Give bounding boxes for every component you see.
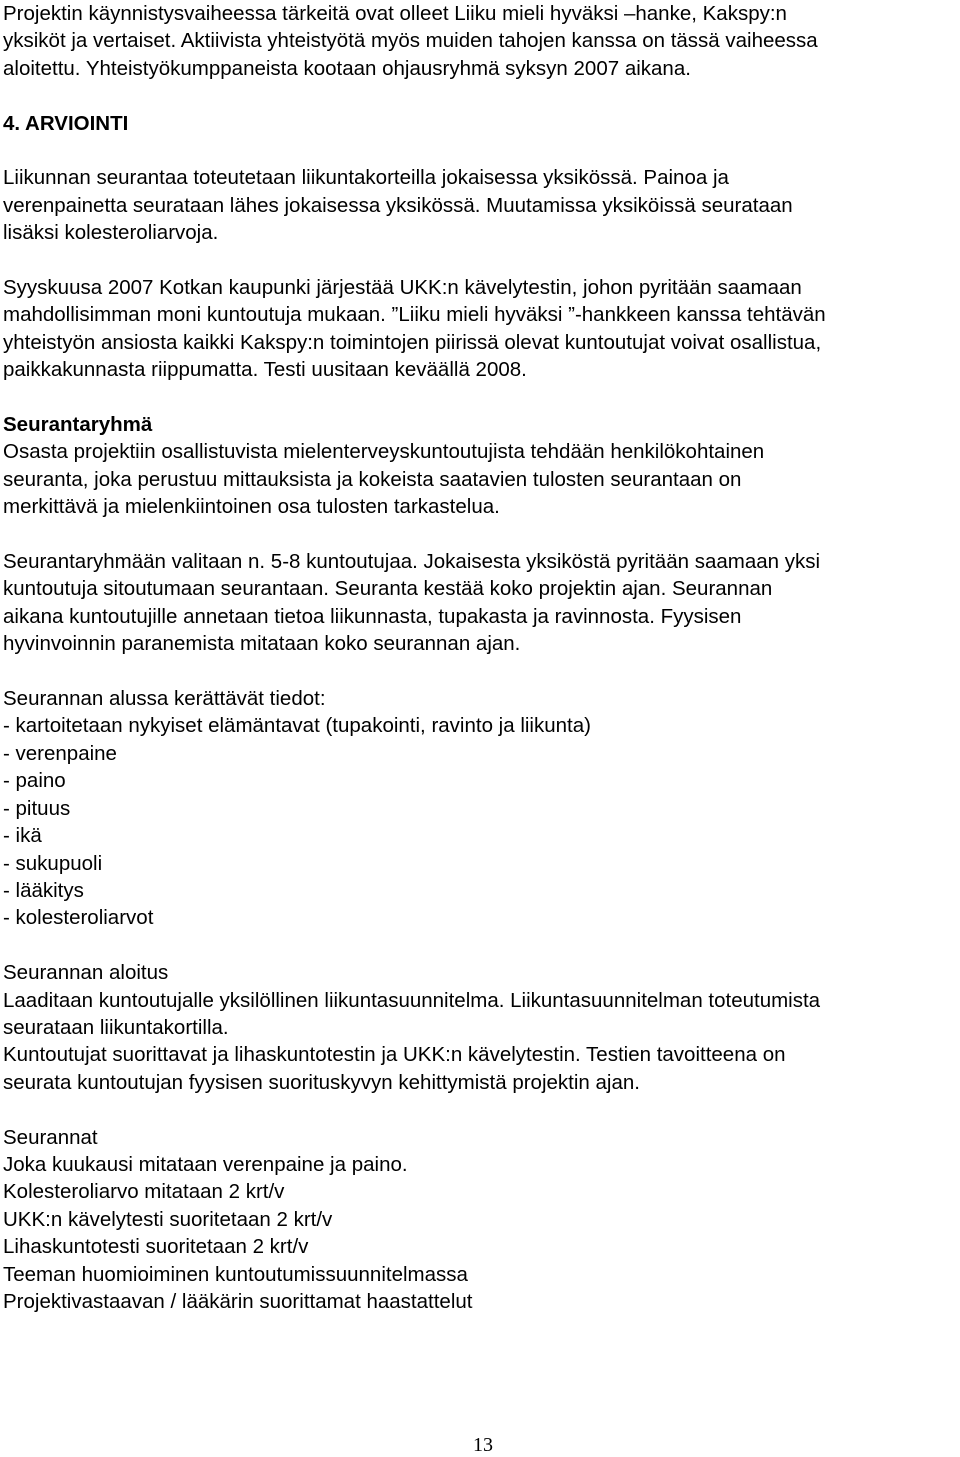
text-line: Joka kuukausi mitataan verenpaine ja paino. [3,1152,408,1176]
text-line: Projektivastaavan / lääkärin suorittamat haastattelut [3,1289,473,1313]
text-line: yhteistyön ansiosta kaikki Kakspy:n toimintojen piirissä olevat kuntoutujat voivat osallistua, [3,330,822,354]
text-line: mahdollisimman moni kuntoutuja mukaan. ”Liiku mieli hyväksi ”-hankkeen kanssa tehtävän [3,303,826,327]
text-line: lisäksi kolesteroliarvoja. [3,221,219,245]
seurantaryhma-paragraph-2 [3,548,958,658]
text-line: Lihaskuntotesti suoritetaan 2 krt/v [3,1235,309,1259]
list-item: - ikä [3,824,42,848]
alussa-list [3,712,958,931]
text-line: Liikunnan seurantaa toteutetaan liikuntakorteilla jokaisessa yksikössä. Painoa ja [3,166,729,190]
section-heading-seurantaryhma: Seurantaryhmä [3,413,153,437]
text-line: paikkakunnasta riippumatta. Testi uusitaan keväällä 2008. [3,358,527,382]
text-line: seuranta, joka perustuu mittauksista ja kokeista saatavien tulosten seurantaan on [3,467,742,491]
text-line: seurataan liikuntakortilla. [3,1015,229,1039]
text-line: Seurantaryhmään valitaan n. 5-8 kuntoutujaa. Jokaisesta yksiköstä pyritään saamaan yksi [3,550,821,574]
subheading-alussa: Seurannan alussa kerättävät tiedot: [3,687,326,711]
list-item: - kartoitetaan nykyiset elämäntavat (tupakointi, ravinto ja liikunta) [3,714,591,738]
text-line: UKK:n kävelytesti suoritetaan 2 krt/v [3,1207,333,1231]
text-line: Laaditaan kuntoutujalle yksilöllinen liikuntasuunnitelma. Liikuntasuunnitelman toteutumista [3,988,821,1012]
text-line: Projektin käynnistysvaiheessa tärkeitä ovat olleet Liiku mieli hyväksi –hanke, Kakspy:n [3,2,787,25]
text-line: Kuntoutujat suorittavat ja lihaskuntotestin ja UKK:n kävelytestin. Testien tavoitteena on [3,1043,786,1067]
text-line: merkittävä ja mielenkiintoinen osa tulosten tarkastelua. [3,495,500,519]
arviointi-paragraph-2 [3,274,958,384]
text-line: verenpainetta seurataan lähes jokaisessa yksikössä. Muutamissa yksiköissä seurataan [3,193,793,217]
subheading-aloitus: Seurannan aloitus [3,961,169,985]
list-item: - kolesteroliarvot [3,906,154,930]
aloitus-paragraph [3,987,958,1097]
seurannat-list [3,1151,958,1315]
page-number: 13 [473,1434,493,1456]
text-line: seurata kuntoutujan fyysisen suorituskyvyn kehittymistä projektin ajan. [3,1070,640,1094]
intro-paragraph [3,0,958,82]
list-item: - pituus [3,796,71,820]
text-line: Osasta projektiin osallistuvista mielenterveyskuntoutujista tehdään henkilökohtainen [3,440,765,464]
list-item: - lääkitys [3,878,84,902]
text-line: kuntoutuja sitoutumaan seurantaan. Seuranta kestää koko projektin ajan. Seurannan [3,577,773,601]
list-item: - verenpaine [3,741,117,765]
text-line: yksiköt ja vertaiset. Aktiivista yhteistyötä myös muiden tahojen kanssa on tässä vaiheessa [3,29,818,53]
text-line: aloitettu. Yhteistyökumppaneista kootaan ohjausryhmä syksyn 2007 aikana. [3,56,691,80]
text-line: Kolesteroliarvo mitataan 2 krt/v [3,1180,285,1204]
seurantaryhma-paragraph-1 [3,438,958,520]
text-line: aikana kuntoutujille annetaan tietoa liikunnasta, tupakasta ja ravinnosta. Fyysisen [3,604,742,628]
text-line: Syyskuusa 2007 Kotkan kaupunki järjestää UKK:n kävelytestin, johon pyritään saamaan [3,276,802,300]
document-page [3,0,958,1315]
list-item: - sukupuoli [3,851,103,875]
list-item: - paino [3,769,66,793]
subheading-seurannat: Seurannat [3,1125,98,1149]
text-line: Teeman huomioiminen kuntoutumissuunnitelmassa [3,1262,468,1286]
section-heading-arviointi: 4. ARVIOINTI [3,111,129,135]
arviointi-paragraph-1 [3,164,958,246]
text-line: hyvinvoinnin paranemista mitataan koko seurannan ajan. [3,632,521,656]
